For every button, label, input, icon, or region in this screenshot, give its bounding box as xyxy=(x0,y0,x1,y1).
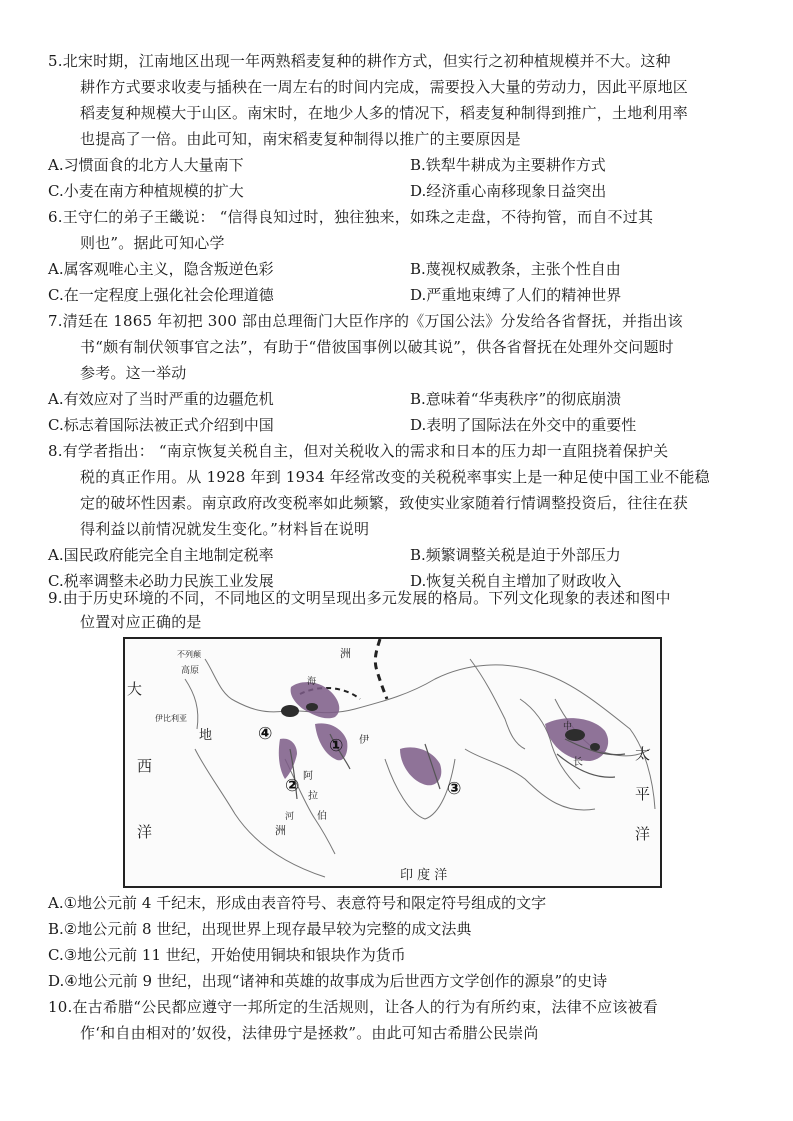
q6-option-d: D.严重地束缚了人们的精神世界 xyxy=(410,286,622,304)
map-label-yi: 伊 xyxy=(359,735,369,746)
map-label-a: 阿 xyxy=(303,771,313,782)
q8-option-c: C.税率调整未必助力民族工业发展 xyxy=(48,572,274,590)
marker-4: ④ xyxy=(258,724,273,744)
q7-line-2: 书“颇有制伏领事官之法”，有助于“借彼国事例以破其说”，供各省督抚在处理外交问题时 xyxy=(80,338,674,356)
map-label-yang-2: 洋 xyxy=(635,825,651,843)
map-label-da: 大 xyxy=(127,680,143,698)
map-label-tai: 太 xyxy=(635,745,651,763)
q7-line-1: 7.清廷在 1865 年初把 300 部由总理衙门大臣作序的《万国公法》分发给各省督抚，并指出该 xyxy=(48,312,683,330)
civilization-map xyxy=(123,637,662,888)
marker-1: ① xyxy=(329,736,344,756)
map-label-indian-ocean: 印 度 洋 xyxy=(400,868,448,883)
map-label-bo: 伯 xyxy=(317,811,327,822)
q8-line-4: 得利益以前情况就发生变化。”材料旨在说明 xyxy=(80,520,370,538)
map-label-hai: 海 xyxy=(307,677,317,687)
q5-option-a: A.习惯面食的北方人大量南下 xyxy=(48,156,244,174)
map-label-iberia: 伊比利亚 xyxy=(155,714,187,723)
region-india xyxy=(400,747,441,785)
map-label-xi: 西 xyxy=(137,757,153,775)
map-label-britain: 不列颠 xyxy=(177,650,201,659)
marker-2: ② xyxy=(285,776,300,796)
q10-line-2: 作‘和自由相对的’奴役，法律毋宁是拯救”。由此可知古希腊公民崇尚 xyxy=(80,1024,539,1042)
q9-option-a: A.①地公元前 4 千纪末，形成由表音符号、表意符号和限定符号组成的文字 xyxy=(48,894,547,912)
q8-line-3: 定的破坏性因素。南京政府改变税率如此频繁，致使实业家随着行情调整投资后，往往在获 xyxy=(80,494,689,512)
marker-3: ③ xyxy=(447,779,462,799)
map-label-yang-1: 洋 xyxy=(137,823,153,841)
q8-option-b: B.频繁调整关税是迫于外部压力 xyxy=(410,546,621,564)
q7-option-c: C.标志着国际法被正式介绍到中国 xyxy=(48,416,274,434)
q7-line-3: 参考。这一举动 xyxy=(80,364,187,382)
q6-line-1: 6.王守仁的弟子王畿说： “信得良知过时，独往独来，如珠之走盘，不待拘管，而自不过其 xyxy=(48,208,654,226)
q7-option-b: B.意味着“华夷秩序”的彻底崩溃 xyxy=(410,390,622,408)
q9-line-2: 位置对应正确的是 xyxy=(80,613,202,631)
q9-option-c: C.③地公元前 11 世纪，开始使用铜块和银块作为货币 xyxy=(48,946,406,964)
map-drawing xyxy=(125,639,660,886)
q5-option-b: B.铁犁牛耕成为主要耕作方式 xyxy=(410,156,606,174)
map-label-di: 地 xyxy=(199,728,213,743)
q7-option-d: D.表明了国际法在外交中的重要性 xyxy=(410,416,637,434)
map-label-plateau: 高原 xyxy=(181,666,200,676)
map-label-chang: 长 xyxy=(573,757,583,768)
map-label-zhou: 洲 xyxy=(340,647,351,660)
q10-line-1: 10.在古希腊“公民都应遵守一邦所定的生活规则，让各人的行为有所约束，法律不应该被看 xyxy=(48,998,658,1016)
q9-line-1: 9.由于历史环境的不同，不同地区的文明呈现出多元发展的格局。下列文化现象的表述和图中 xyxy=(48,589,671,607)
q8-line-1: 8.有学者指出： “南京恢复关税自主，但对关税收入的需求和日本的压力却一直阻挠着保护关 xyxy=(48,442,669,460)
map-label-he: 河 xyxy=(285,812,295,822)
q6-option-a: A.属客观唯心主义，隐含叛逆色彩 xyxy=(48,260,274,278)
map-label-zhou-2: 洲 xyxy=(275,824,286,837)
dashed-boundary xyxy=(375,639,387,699)
map-label-la: 拉 xyxy=(308,791,318,802)
q6-option-b: B.蔑视权威教条，主张个性自由 xyxy=(410,260,621,278)
q8-option-d: D.恢复关税自主增加了财政收入 xyxy=(410,572,622,590)
q5-line-4: 也提高了一倍。由此可知，南宋稻麦复种制得以推广的主要原因是 xyxy=(80,130,521,148)
q9-option-d: D.④地公元前 9 世纪，出现“诸神和英雄的故事成为后世西方文学创作的源泉”的史诗 xyxy=(48,972,608,990)
q9-option-b: B.②地公元前 8 世纪，出现世界上现存最早较为完整的成文法典 xyxy=(48,920,472,938)
q5-option-d: D.经济重心南移现象日益突出 xyxy=(410,182,607,200)
map-label-ping: 平 xyxy=(635,785,651,803)
q5-line-1: 5.北宋时期，江南地区出现一年两熟稻麦复种的耕作方式，但实行之初种植规模并不大。这种 xyxy=(48,52,671,70)
q5-line-2: 耕作方式要求收麦与插秧在一周左右的时间内完成，需要投入大量的劳动力，因此平原地区 xyxy=(80,78,689,96)
q5-line-3: 稻麦复种规模大于山区。南宋时，在地少人多的情况下，稻麦复种制得到推广，土地利用率 xyxy=(80,104,689,122)
q7-option-a: A.有效应对了当时严重的边疆危机 xyxy=(48,390,274,408)
q8-line-2: 税的真正作用。从 1928 年到 1934 年经常改变的关税税率事实上是一种足使中国工业不能稳 xyxy=(80,468,710,486)
civilization-regions xyxy=(279,682,608,785)
q5-option-c: C.小麦在南方种植规模的扩大 xyxy=(48,182,244,200)
q6-option-c: C.在一定程度上强化社会伦理道德 xyxy=(48,286,274,304)
q6-line-2: 则也”。据此可知心学 xyxy=(80,234,225,252)
map-label-zhong: 中 xyxy=(563,722,573,732)
q8-option-a: A.国民政府能完全自主地制定税率 xyxy=(48,546,274,564)
